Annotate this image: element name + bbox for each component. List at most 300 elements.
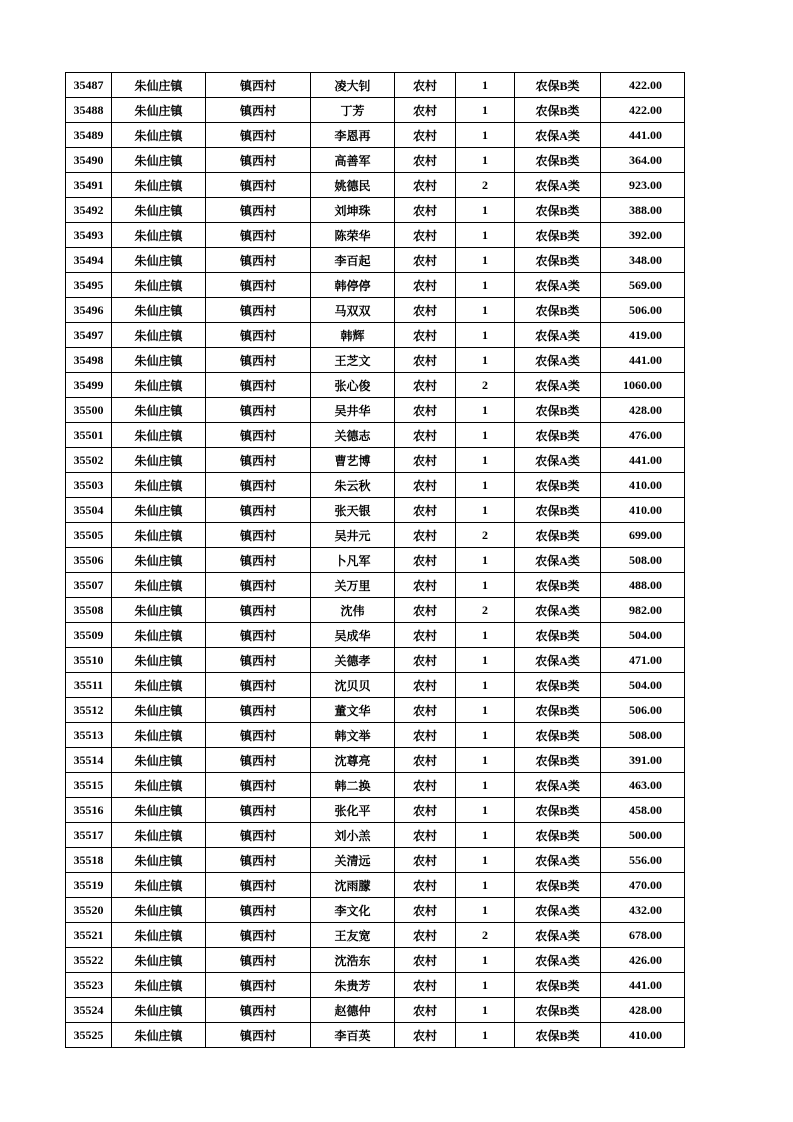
cell-name: 曹艺博	[311, 448, 395, 473]
cell-type: 农保A类	[515, 373, 601, 398]
cell-category: 农村	[395, 748, 456, 773]
cell-village: 镇西村	[206, 448, 311, 473]
cell-amount: 488.00	[601, 573, 685, 598]
cell-village: 镇西村	[206, 423, 311, 448]
cell-village: 镇西村	[206, 523, 311, 548]
cell-id: 35510	[66, 648, 112, 673]
cell-name: 李文化	[311, 898, 395, 923]
cell-category: 农村	[395, 473, 456, 498]
cell-town: 朱仙庄镇	[112, 573, 206, 598]
cell-amount: 348.00	[601, 248, 685, 273]
table-row	[66, 648, 685, 673]
cell-town: 朱仙庄镇	[112, 798, 206, 823]
cell-count: 1	[456, 223, 515, 248]
cell-name: 王友宽	[311, 923, 395, 948]
cell-name: 姚德民	[311, 173, 395, 198]
cell-town: 朱仙庄镇	[112, 773, 206, 798]
cell-type: 农保A类	[515, 898, 601, 923]
cell-town: 朱仙庄镇	[112, 723, 206, 748]
record-table	[65, 72, 685, 1048]
table-row	[66, 548, 685, 573]
cell-village: 镇西村	[206, 398, 311, 423]
cell-type: 农保B类	[515, 98, 601, 123]
cell-name: 刘小羔	[311, 823, 395, 848]
cell-id: 35503	[66, 473, 112, 498]
cell-id: 35514	[66, 748, 112, 773]
cell-count: 1	[456, 723, 515, 748]
table-row	[66, 523, 685, 548]
cell-amount: 364.00	[601, 148, 685, 173]
cell-category: 农村	[395, 1023, 456, 1048]
table-row	[66, 598, 685, 623]
cell-type: 农保B类	[515, 998, 601, 1023]
cell-count: 1	[456, 873, 515, 898]
record-table-body	[66, 73, 685, 1048]
cell-type: 农保A类	[515, 448, 601, 473]
cell-town: 朱仙庄镇	[112, 123, 206, 148]
cell-id: 35499	[66, 373, 112, 398]
cell-amount: 432.00	[601, 898, 685, 923]
cell-town: 朱仙庄镇	[112, 248, 206, 273]
cell-village: 镇西村	[206, 923, 311, 948]
cell-town: 朱仙庄镇	[112, 848, 206, 873]
cell-id: 35505	[66, 523, 112, 548]
cell-name: 沈浩东	[311, 948, 395, 973]
cell-amount: 508.00	[601, 548, 685, 573]
cell-village: 镇西村	[206, 723, 311, 748]
cell-town: 朱仙庄镇	[112, 748, 206, 773]
cell-count: 1	[456, 148, 515, 173]
cell-count: 1	[456, 748, 515, 773]
table-row	[66, 673, 685, 698]
cell-village: 镇西村	[206, 348, 311, 373]
cell-category: 农村	[395, 773, 456, 798]
cell-type: 农保B类	[515, 148, 601, 173]
cell-town: 朱仙庄镇	[112, 348, 206, 373]
cell-amount: 504.00	[601, 623, 685, 648]
cell-town: 朱仙庄镇	[112, 273, 206, 298]
cell-name: 陈荣华	[311, 223, 395, 248]
table-row	[66, 273, 685, 298]
cell-town: 朱仙庄镇	[112, 823, 206, 848]
cell-amount: 392.00	[601, 223, 685, 248]
cell-name: 王芝文	[311, 348, 395, 373]
cell-type: 农保B类	[515, 573, 601, 598]
cell-id: 35516	[66, 798, 112, 823]
cell-village: 镇西村	[206, 323, 311, 348]
cell-id: 35494	[66, 248, 112, 273]
cell-id: 35498	[66, 348, 112, 373]
cell-name: 朱云秋	[311, 473, 395, 498]
cell-id: 35501	[66, 423, 112, 448]
cell-amount: 508.00	[601, 723, 685, 748]
cell-count: 1	[456, 498, 515, 523]
table-row	[66, 123, 685, 148]
cell-village: 镇西村	[206, 823, 311, 848]
cell-village: 镇西村	[206, 548, 311, 573]
cell-village: 镇西村	[206, 698, 311, 723]
cell-type: 农保B类	[515, 623, 601, 648]
table-row	[66, 423, 685, 448]
cell-category: 农村	[395, 698, 456, 723]
cell-amount: 441.00	[601, 348, 685, 373]
cell-id: 35490	[66, 148, 112, 173]
cell-type: 农保B类	[515, 723, 601, 748]
cell-id: 35496	[66, 298, 112, 323]
cell-count: 1	[456, 448, 515, 473]
cell-type: 农保B类	[515, 748, 601, 773]
cell-town: 朱仙庄镇	[112, 998, 206, 1023]
cell-count: 1	[456, 898, 515, 923]
cell-category: 农村	[395, 573, 456, 598]
cell-count: 1	[456, 298, 515, 323]
cell-village: 镇西村	[206, 948, 311, 973]
table-row	[66, 398, 685, 423]
cell-name: 沈伟	[311, 598, 395, 623]
cell-type: 农保A类	[515, 923, 601, 948]
table-row	[66, 698, 685, 723]
cell-type: 农保A类	[515, 273, 601, 298]
cell-amount: 476.00	[601, 423, 685, 448]
table-row	[66, 298, 685, 323]
cell-village: 镇西村	[206, 848, 311, 873]
table-row	[66, 923, 685, 948]
cell-type: 农保A类	[515, 598, 601, 623]
cell-count: 1	[456, 948, 515, 973]
cell-village: 镇西村	[206, 273, 311, 298]
cell-amount: 923.00	[601, 173, 685, 198]
table-row	[66, 98, 685, 123]
cell-name: 韩辉	[311, 323, 395, 348]
cell-name: 李百英	[311, 1023, 395, 1048]
cell-type: 农保B类	[515, 73, 601, 98]
cell-category: 农村	[395, 623, 456, 648]
cell-village: 镇西村	[206, 873, 311, 898]
cell-count: 1	[456, 98, 515, 123]
cell-type: 农保B类	[515, 198, 601, 223]
cell-type: 农保B类	[515, 423, 601, 448]
cell-amount: 388.00	[601, 198, 685, 223]
table-row	[66, 573, 685, 598]
cell-town: 朱仙庄镇	[112, 198, 206, 223]
table-row	[66, 448, 685, 473]
cell-amount: 428.00	[601, 398, 685, 423]
cell-type: 农保B类	[515, 698, 601, 723]
cell-count: 2	[456, 598, 515, 623]
cell-amount: 506.00	[601, 298, 685, 323]
table-row	[66, 173, 685, 198]
cell-id: 35507	[66, 573, 112, 598]
table-row	[66, 873, 685, 898]
cell-category: 农村	[395, 873, 456, 898]
cell-town: 朱仙庄镇	[112, 598, 206, 623]
table-row	[66, 823, 685, 848]
cell-village: 镇西村	[206, 773, 311, 798]
cell-town: 朱仙庄镇	[112, 223, 206, 248]
cell-town: 朱仙庄镇	[112, 1023, 206, 1048]
cell-id: 35492	[66, 198, 112, 223]
cell-count: 1	[456, 973, 515, 998]
cell-name: 高善军	[311, 148, 395, 173]
cell-category: 农村	[395, 673, 456, 698]
cell-town: 朱仙庄镇	[112, 98, 206, 123]
cell-category: 农村	[395, 248, 456, 273]
cell-town: 朱仙庄镇	[112, 923, 206, 948]
cell-id: 35487	[66, 73, 112, 98]
cell-town: 朱仙庄镇	[112, 498, 206, 523]
cell-type: 农保B类	[515, 798, 601, 823]
cell-count: 1	[456, 998, 515, 1023]
cell-name: 朱贵芳	[311, 973, 395, 998]
cell-category: 农村	[395, 98, 456, 123]
cell-category: 农村	[395, 148, 456, 173]
cell-id: 35522	[66, 948, 112, 973]
cell-town: 朱仙庄镇	[112, 323, 206, 348]
cell-id: 35520	[66, 898, 112, 923]
cell-count: 1	[456, 398, 515, 423]
cell-count: 1	[456, 548, 515, 573]
cell-count: 1	[456, 248, 515, 273]
cell-category: 农村	[395, 423, 456, 448]
cell-type: 农保A类	[515, 323, 601, 348]
cell-type: 农保B类	[515, 873, 601, 898]
cell-count: 1	[456, 1023, 515, 1048]
cell-id: 35509	[66, 623, 112, 648]
cell-village: 镇西村	[206, 223, 311, 248]
cell-category: 农村	[395, 948, 456, 973]
cell-count: 1	[456, 123, 515, 148]
cell-name: 沈尊亮	[311, 748, 395, 773]
table-row	[66, 248, 685, 273]
table-row	[66, 1023, 685, 1048]
cell-id: 35502	[66, 448, 112, 473]
cell-name: 韩二换	[311, 773, 395, 798]
cell-town: 朱仙庄镇	[112, 298, 206, 323]
cell-id: 35513	[66, 723, 112, 748]
cell-count: 1	[456, 73, 515, 98]
cell-name: 赵德仲	[311, 998, 395, 1023]
cell-category: 农村	[395, 173, 456, 198]
cell-type: 农保B类	[515, 298, 601, 323]
table-row	[66, 223, 685, 248]
cell-village: 镇西村	[206, 123, 311, 148]
cell-count: 2	[456, 173, 515, 198]
table-row	[66, 473, 685, 498]
cell-type: 农保A类	[515, 548, 601, 573]
cell-village: 镇西村	[206, 148, 311, 173]
table-row	[66, 623, 685, 648]
cell-amount: 506.00	[601, 698, 685, 723]
cell-town: 朱仙庄镇	[112, 698, 206, 723]
cell-id: 35517	[66, 823, 112, 848]
table-row	[66, 723, 685, 748]
cell-id: 35488	[66, 98, 112, 123]
cell-category: 农村	[395, 373, 456, 398]
cell-town: 朱仙庄镇	[112, 623, 206, 648]
cell-category: 农村	[395, 998, 456, 1023]
cell-type: 农保B类	[515, 673, 601, 698]
cell-name: 马双双	[311, 298, 395, 323]
cell-name: 吴井华	[311, 398, 395, 423]
table-row	[66, 898, 685, 923]
cell-amount: 500.00	[601, 823, 685, 848]
cell-amount: 678.00	[601, 923, 685, 948]
cell-village: 镇西村	[206, 748, 311, 773]
cell-town: 朱仙庄镇	[112, 973, 206, 998]
table-row	[66, 498, 685, 523]
cell-name: 丁芳	[311, 98, 395, 123]
cell-name: 凌大钊	[311, 73, 395, 98]
table-row	[66, 773, 685, 798]
cell-village: 镇西村	[206, 898, 311, 923]
cell-category: 农村	[395, 198, 456, 223]
cell-category: 农村	[395, 923, 456, 948]
cell-type: 农保B类	[515, 823, 601, 848]
cell-category: 农村	[395, 273, 456, 298]
cell-name: 张化平	[311, 798, 395, 823]
cell-id: 35493	[66, 223, 112, 248]
cell-name: 卜凡军	[311, 548, 395, 573]
cell-type: 农保B类	[515, 473, 601, 498]
cell-category: 农村	[395, 73, 456, 98]
cell-type: 农保B类	[515, 498, 601, 523]
cell-town: 朱仙庄镇	[112, 423, 206, 448]
cell-count: 1	[456, 698, 515, 723]
cell-id: 35525	[66, 1023, 112, 1048]
cell-amount: 470.00	[601, 873, 685, 898]
cell-category: 农村	[395, 648, 456, 673]
cell-name: 关万里	[311, 573, 395, 598]
cell-name: 沈贝贝	[311, 673, 395, 698]
cell-count: 1	[456, 848, 515, 873]
cell-id: 35504	[66, 498, 112, 523]
cell-category: 农村	[395, 223, 456, 248]
cell-amount: 463.00	[601, 773, 685, 798]
cell-id: 35491	[66, 173, 112, 198]
cell-category: 农村	[395, 498, 456, 523]
cell-type: 农保A类	[515, 848, 601, 873]
cell-name: 董文华	[311, 698, 395, 723]
cell-type: 农保B类	[515, 398, 601, 423]
cell-amount: 422.00	[601, 73, 685, 98]
cell-count: 1	[456, 423, 515, 448]
table-row	[66, 148, 685, 173]
cell-category: 农村	[395, 398, 456, 423]
cell-amount: 569.00	[601, 273, 685, 298]
cell-village: 镇西村	[206, 798, 311, 823]
cell-village: 镇西村	[206, 248, 311, 273]
cell-amount: 428.00	[601, 998, 685, 1023]
cell-amount: 504.00	[601, 673, 685, 698]
cell-village: 镇西村	[206, 573, 311, 598]
cell-count: 1	[456, 673, 515, 698]
cell-amount: 1060.00	[601, 373, 685, 398]
cell-type: 农保B类	[515, 523, 601, 548]
table-row	[66, 348, 685, 373]
cell-village: 镇西村	[206, 673, 311, 698]
cell-id: 35524	[66, 998, 112, 1023]
cell-type: 农保B类	[515, 248, 601, 273]
cell-count: 1	[456, 623, 515, 648]
cell-category: 农村	[395, 598, 456, 623]
cell-village: 镇西村	[206, 648, 311, 673]
table-row	[66, 198, 685, 223]
cell-type: 农保B类	[515, 223, 601, 248]
cell-town: 朱仙庄镇	[112, 373, 206, 398]
cell-id: 35500	[66, 398, 112, 423]
cell-id: 35489	[66, 123, 112, 148]
cell-id: 35511	[66, 673, 112, 698]
cell-category: 农村	[395, 973, 456, 998]
cell-count: 1	[456, 473, 515, 498]
cell-town: 朱仙庄镇	[112, 673, 206, 698]
cell-type: 农保B类	[515, 973, 601, 998]
cell-category: 农村	[395, 723, 456, 748]
cell-town: 朱仙庄镇	[112, 148, 206, 173]
table-row	[66, 73, 685, 98]
cell-name: 张心俊	[311, 373, 395, 398]
cell-id: 35512	[66, 698, 112, 723]
cell-count: 1	[456, 273, 515, 298]
cell-count: 2	[456, 523, 515, 548]
cell-village: 镇西村	[206, 198, 311, 223]
cell-town: 朱仙庄镇	[112, 648, 206, 673]
cell-village: 镇西村	[206, 298, 311, 323]
table-row	[66, 848, 685, 873]
cell-amount: 410.00	[601, 473, 685, 498]
cell-count: 1	[456, 198, 515, 223]
cell-amount: 410.00	[601, 498, 685, 523]
table-row	[66, 998, 685, 1023]
cell-id: 35519	[66, 873, 112, 898]
cell-amount: 441.00	[601, 448, 685, 473]
table-row	[66, 973, 685, 998]
cell-amount: 391.00	[601, 748, 685, 773]
cell-type: 农保B类	[515, 1023, 601, 1048]
cell-name: 吴井元	[311, 523, 395, 548]
cell-category: 农村	[395, 798, 456, 823]
cell-count: 1	[456, 798, 515, 823]
cell-count: 1	[456, 573, 515, 598]
table-row	[66, 798, 685, 823]
cell-category: 农村	[395, 323, 456, 348]
cell-name: 关清远	[311, 848, 395, 873]
cell-category: 农村	[395, 448, 456, 473]
cell-category: 农村	[395, 298, 456, 323]
cell-count: 1	[456, 648, 515, 673]
cell-name: 刘坤珠	[311, 198, 395, 223]
cell-name: 沈雨朦	[311, 873, 395, 898]
table-row	[66, 323, 685, 348]
cell-village: 镇西村	[206, 998, 311, 1023]
cell-village: 镇西村	[206, 1023, 311, 1048]
table-row	[66, 748, 685, 773]
cell-village: 镇西村	[206, 623, 311, 648]
cell-village: 镇西村	[206, 173, 311, 198]
cell-type: 农保A类	[515, 648, 601, 673]
cell-amount: 426.00	[601, 948, 685, 973]
cell-amount: 458.00	[601, 798, 685, 823]
cell-town: 朱仙庄镇	[112, 873, 206, 898]
cell-id: 35521	[66, 923, 112, 948]
cell-id: 35495	[66, 273, 112, 298]
cell-town: 朱仙庄镇	[112, 448, 206, 473]
cell-type: 农保A类	[515, 348, 601, 373]
cell-village: 镇西村	[206, 373, 311, 398]
table-row	[66, 373, 685, 398]
cell-town: 朱仙庄镇	[112, 173, 206, 198]
cell-town: 朱仙庄镇	[112, 73, 206, 98]
